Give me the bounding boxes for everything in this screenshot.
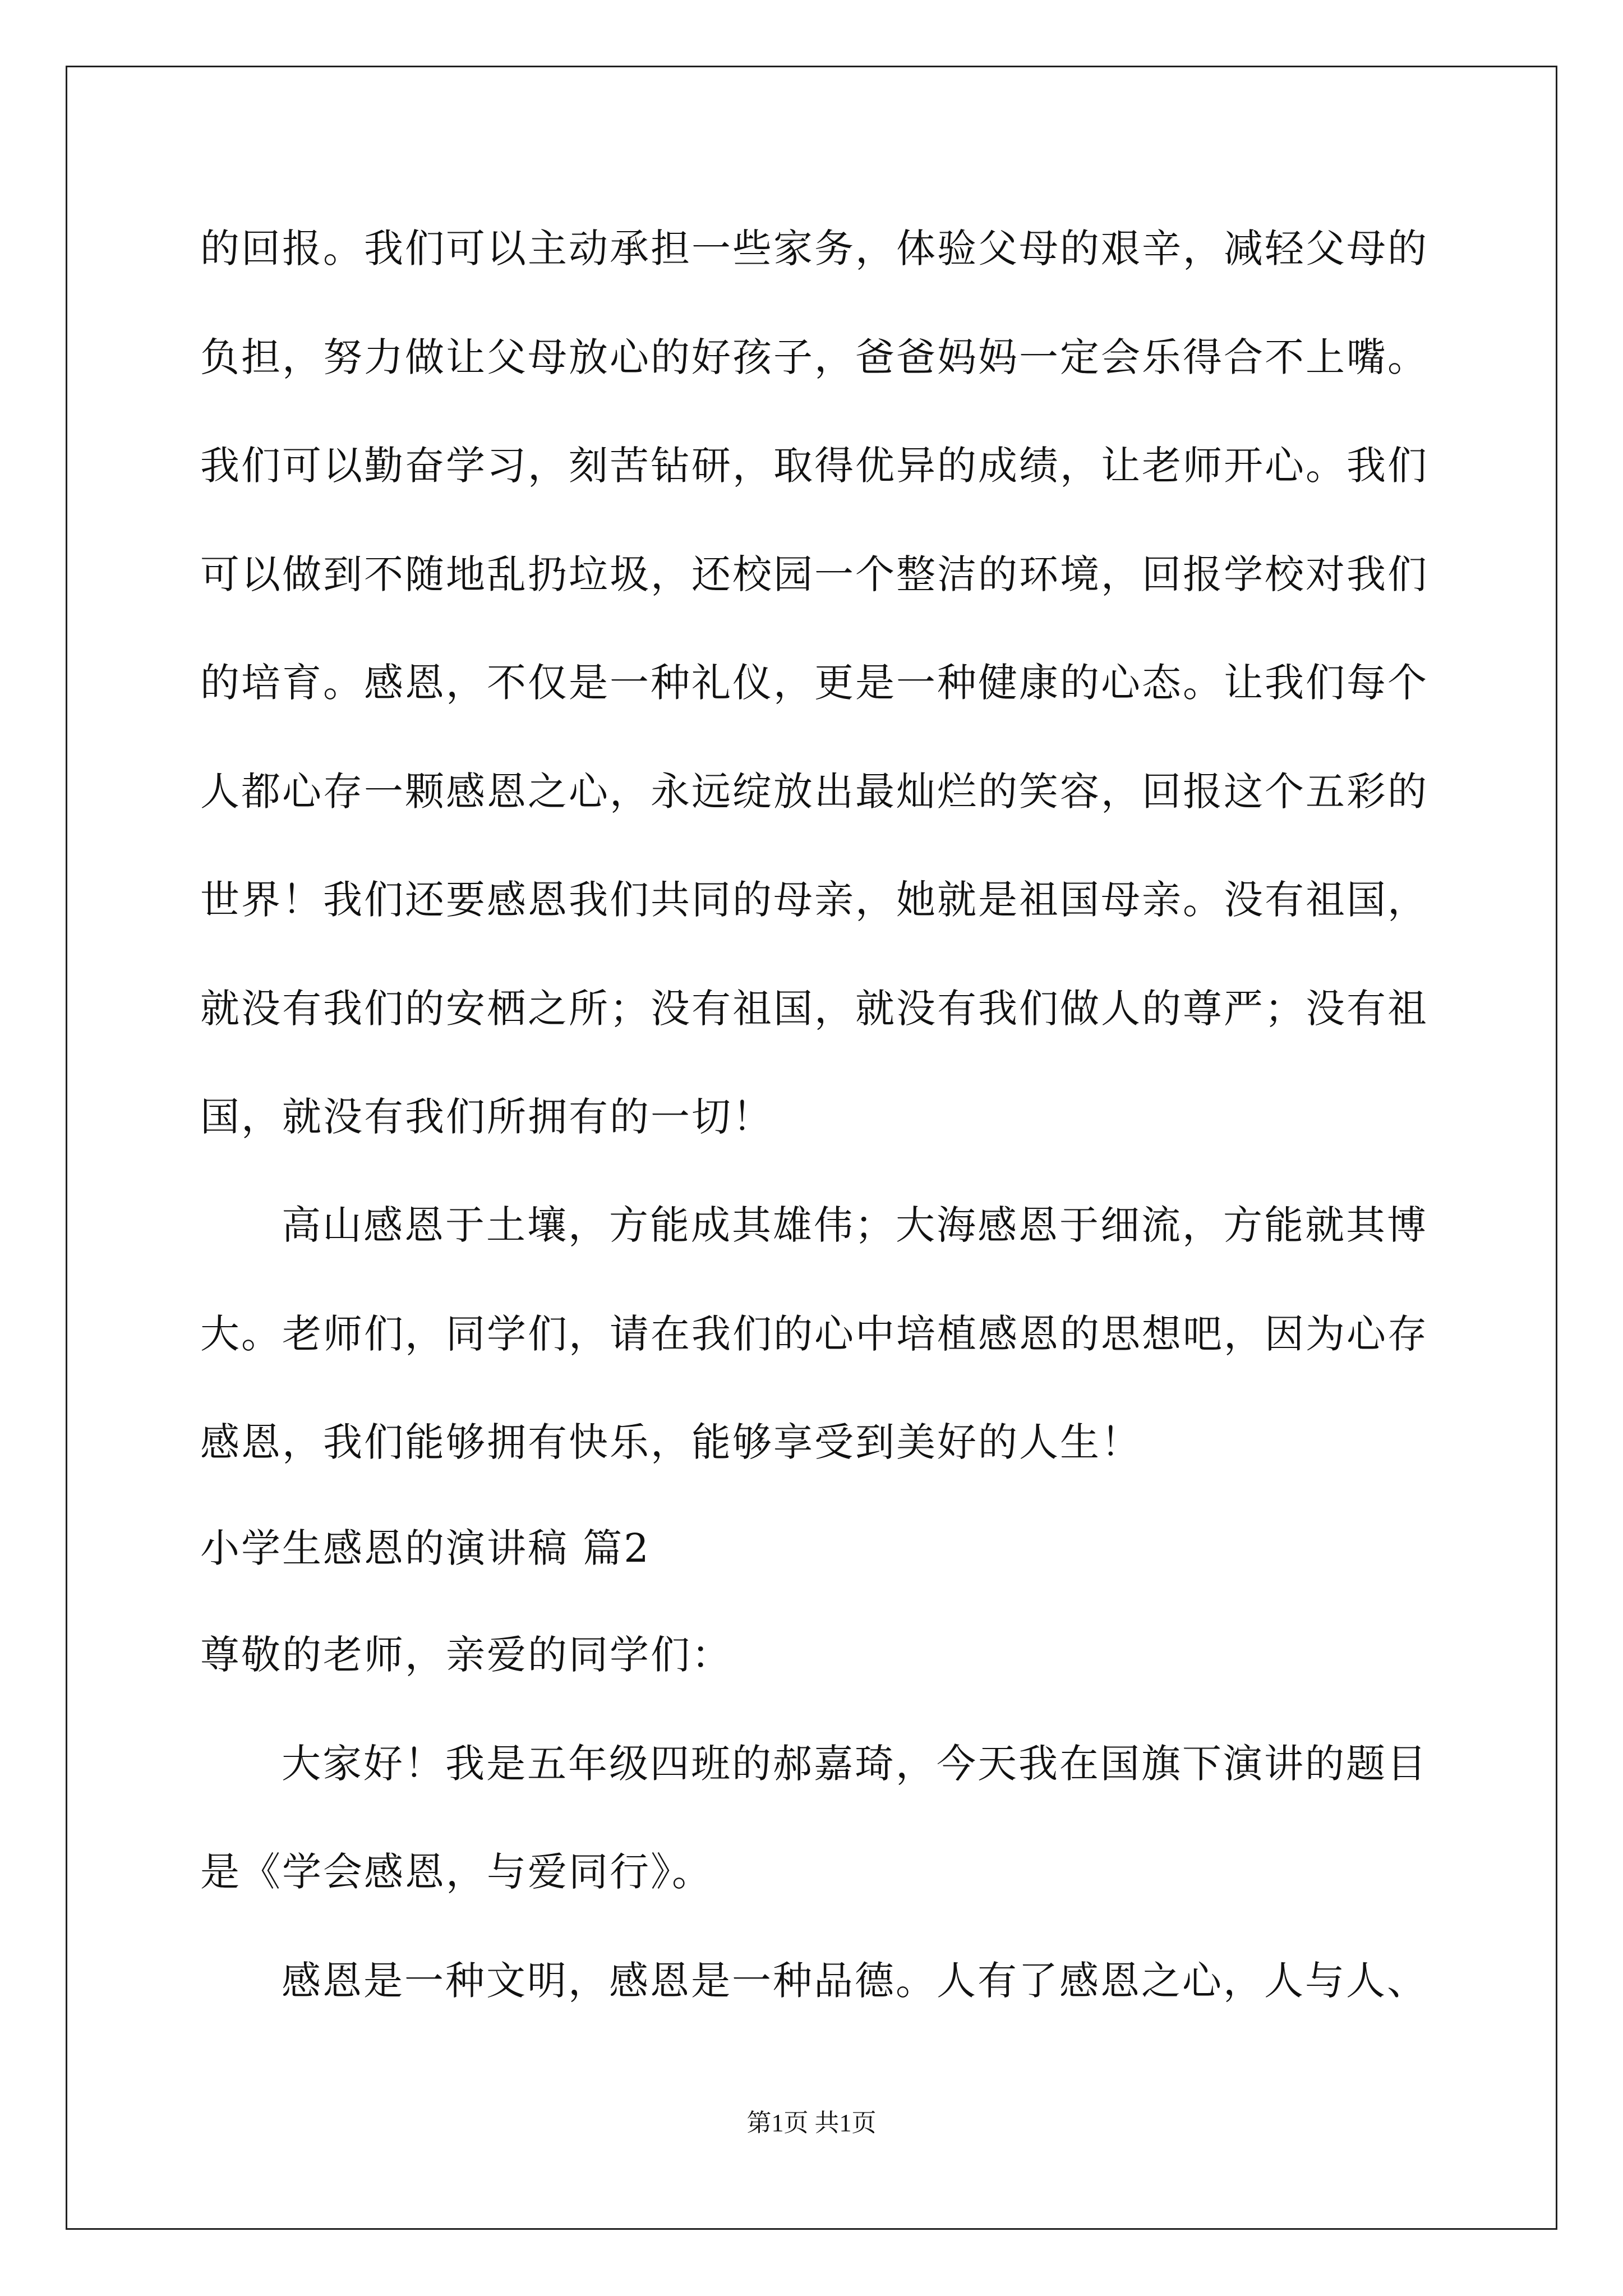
section-heading: 小学生感恩的演讲稿 篇2 bbox=[200, 1525, 651, 1571]
text-line: 的培育。感恩，不仅是一种礼仪，更是一种健康的心态。让我们每个 bbox=[200, 660, 1428, 706]
text-line: 是《学会感恩，与爱同行》。 bbox=[200, 1849, 713, 1895]
text-line: 国，就没有我们所拥有的一切！ bbox=[200, 1094, 773, 1140]
text-line: 感恩，我们能够拥有快乐，能够享受到美好的人生！ bbox=[200, 1419, 1142, 1465]
paragraph-first-line: 大家好！我是五年级四班的郝嘉琦，今天我在国旗下演讲的题目 bbox=[282, 1741, 1428, 1787]
page-border bbox=[66, 66, 1557, 2230]
page-number-footer: 第1页 共1页 bbox=[746, 2109, 877, 2137]
text-line: 的回报。我们可以主动承担一些家务，体验父母的艰辛，减轻父母的 bbox=[200, 226, 1428, 272]
text-line: 可以做到不随地乱扔垃圾，还校园一个整洁的环境，回报学校对我们 bbox=[200, 551, 1428, 597]
paragraph-first-line: 感恩是一种文明，感恩是一种品德。人有了感恩之心，人与人、 bbox=[282, 1958, 1428, 2004]
text-line: 世界！我们还要感恩我们共同的母亲，她就是祖国母亲。没有祖国， bbox=[200, 877, 1428, 923]
paragraph-first-line: 高山感恩于土壤，方能成其雄伟；大海感恩于细流，方能就其博 bbox=[282, 1202, 1428, 1248]
text-line: 人都心存一颗感恩之心，永远绽放出最灿烂的笑容，回报这个五彩的 bbox=[200, 769, 1428, 815]
salutation: 尊敬的老师，亲爱的同学们： bbox=[200, 1632, 732, 1678]
text-line: 我们可以勤奋学习，刻苦钻研，取得优异的成绩，让老师开心。我们 bbox=[200, 443, 1428, 489]
text-line: 大。老师们，同学们，请在我们的心中培植感恩的思想吧，因为心存 bbox=[200, 1311, 1428, 1357]
text-line: 就没有我们的安栖之所；没有祖国，就没有我们做人的尊严；没有祖 bbox=[200, 986, 1428, 1032]
text-line: 负担，努力做让父母放心的好孩子，爸爸妈妈一定会乐得合不上嘴。 bbox=[200, 334, 1428, 380]
